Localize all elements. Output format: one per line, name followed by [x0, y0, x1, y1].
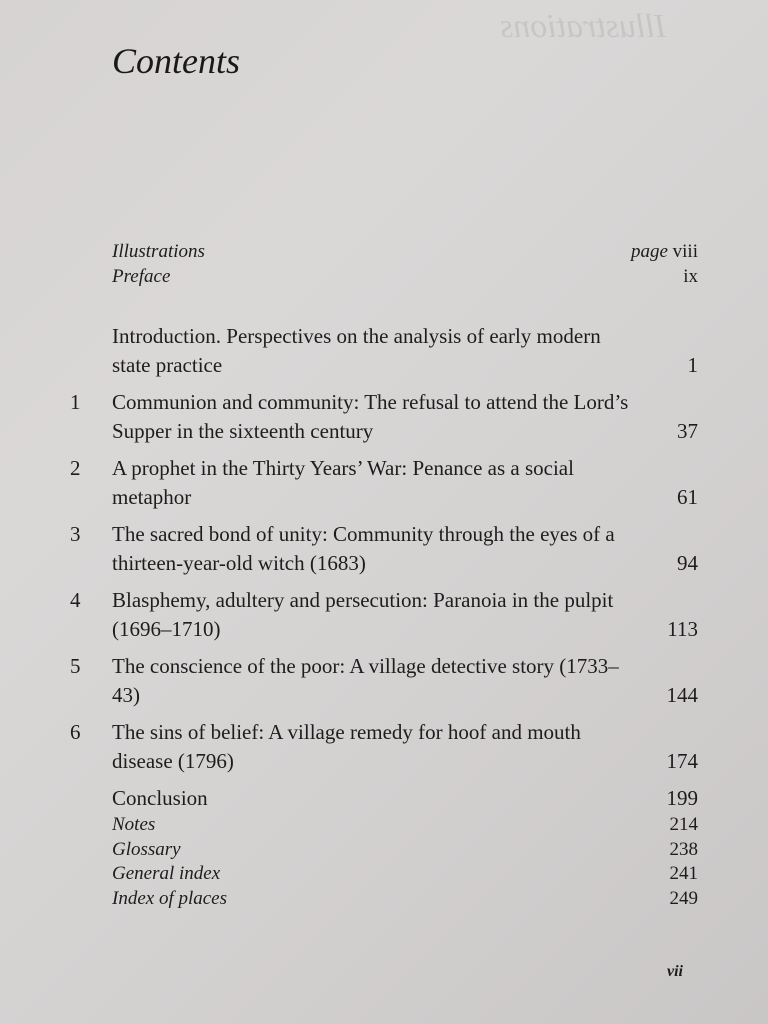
- page-title: Contents: [112, 41, 241, 81]
- chapter-page: 113: [667, 617, 698, 641]
- entry-label: Index of places: [112, 887, 228, 909]
- chapter-page: 174: [666, 749, 698, 773]
- chapter-page: 199: [666, 786, 698, 810]
- toc-entry-chapter-1: [70, 388, 698, 446]
- entry-page: ix: [683, 266, 698, 287]
- entry-label: Glossary: [112, 838, 181, 860]
- chapter-title: The sins of belief: A village remedy for hoof and mouth disease (1796): [112, 720, 581, 773]
- toc-entry-index-of-places: [112, 887, 698, 912]
- toc-entry-glossary: [112, 838, 698, 863]
- chapter-title: Introduction. Perspectives on the analysis of early modern state practice: [112, 324, 601, 377]
- entry-label: General index: [112, 863, 221, 884]
- chapter-title: Conclusion: [112, 786, 208, 810]
- entry-page: 241: [669, 863, 698, 884]
- chapter-title: Communion and community: The refusal to attend the Lord’s Supper in the sixteenth century: [112, 390, 629, 443]
- entry-label: Illustrations: [112, 241, 205, 262]
- entry-page: viii: [672, 241, 698, 262]
- toc-entry-chapter-5: [70, 652, 698, 710]
- chapter-page: 61: [677, 485, 698, 509]
- toc-entry-preface: [112, 264, 698, 289]
- back-matter-list: [112, 813, 698, 911]
- chapter-page: 1: [687, 353, 698, 377]
- chapter-number: 1: [70, 390, 81, 414]
- entry-page: 214: [669, 814, 698, 835]
- front-matter-list: [112, 239, 698, 289]
- toc-entry-chapter-3: [70, 520, 698, 578]
- toc-entry-notes: [112, 813, 698, 838]
- chapter-title: A prophet in the Thirty Years’ War: Penance as a social metaphor: [112, 456, 574, 509]
- toc-entry-chapter-6: [70, 718, 698, 776]
- bleed-through-text: Illustrations: [500, 8, 667, 45]
- entry-page: 238: [669, 838, 698, 860]
- chapter-page: 37: [677, 419, 698, 443]
- chapter-number: 3: [70, 522, 81, 546]
- chapter-number: 4: [70, 588, 81, 612]
- chapter-title: The conscience of the poor: A village detective story (1733–43): [112, 654, 619, 707]
- entry-label: Preface: [112, 266, 171, 287]
- chapter-list: [70, 322, 698, 821]
- toc-entry-chapter-4: [70, 586, 698, 644]
- chapter-page: 144: [666, 683, 698, 707]
- toc-entry-chapter-2: [70, 454, 698, 512]
- chapter-number: 5: [70, 654, 81, 678]
- chapter-title: Blasphemy, adultery and persecution: Paranoia in the pulpit (1696–1710): [112, 588, 614, 641]
- chapter-title: The sacred bond of unity: Community through the eyes of a thirteen-year-old witch (1683): [112, 522, 615, 575]
- entry-label: Notes: [112, 814, 156, 835]
- chapter-page: 94: [677, 551, 698, 575]
- chapter-number: 6: [70, 720, 81, 744]
- page-prefix: page: [630, 241, 668, 262]
- entry-page: 249: [669, 887, 698, 909]
- toc-entry-introduction: [70, 322, 698, 380]
- toc-entry-general-index: [112, 862, 698, 887]
- toc-entry-illustrations: [112, 239, 698, 264]
- chapter-number: 2: [70, 456, 81, 480]
- toc-entry-conclusion: [70, 784, 698, 813]
- page-number: vii: [667, 963, 683, 980]
